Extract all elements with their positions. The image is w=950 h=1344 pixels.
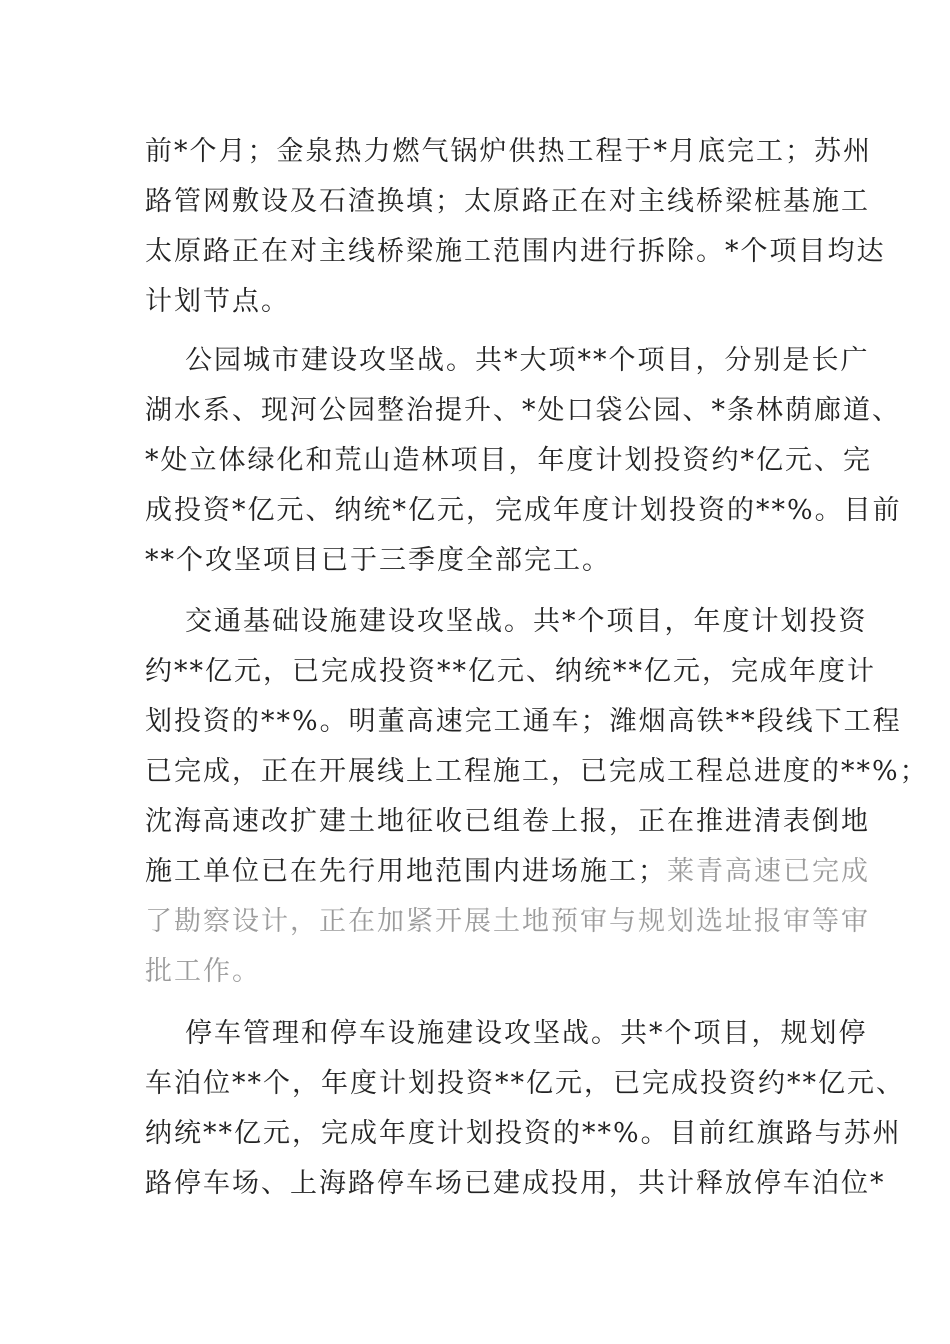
paragraph-4-line-1: 停车管理和停车设施建设攻坚战。共*个项目，规划停 <box>185 1018 868 1049</box>
paragraph-1-line-1: 前*个月；金泉热力燃气锅炉供热工程于*月底完工；苏州 <box>145 136 872 167</box>
paragraph-1-line-2: 路管网敷设及石渣换填；太原路正在对主线桥梁桩基施工 <box>145 186 870 217</box>
paragraph-3-line-7: 了勘察设计，正在加紧开展土地预审与规划选址报审等审 <box>145 906 870 937</box>
paragraph-1-line-3: 太原路正在对主线桥梁施工范围内进行拆除。*个项目均达 <box>145 236 886 267</box>
paragraph-3-line-3: 划投资的**%。明董高速完工通车；潍烟高铁**段线下工程 <box>145 706 902 737</box>
paragraph-4-line-3: 纳统**亿元，完成年度计划投资的**%。目前红旗路与苏州 <box>145 1118 902 1149</box>
paragraph-2-line-1: 公园城市建设攻坚战。共*大项**个项目，分别是长广 <box>185 345 870 376</box>
paragraph-3-line-4: 已完成，正在开展线上工程施工，已完成工程总进度的**%； <box>145 756 929 787</box>
paragraph-3-line-6-dark: 施工单位已在先行用地范围内进场施工； <box>145 856 667 887</box>
paragraph-2-line-5: **个攻坚项目已于三季度全部完工。 <box>145 545 611 576</box>
paragraph-3-line-6 <box>145 856 870 888</box>
paragraph-2-line-2: 湖水系、现河公园整治提升、*处口袋公园、*条林荫廊道、 <box>145 395 901 426</box>
paragraph-3-line-5: 沈海高速改扩建土地征收已组卷上报，正在推进清表倒地 <box>145 806 870 837</box>
paragraph-3-line-6-grey: 莱青高速已完成 <box>667 856 870 887</box>
paragraph-4-line-2: 车泊位**个，年度计划投资**亿元，已完成投资约**亿元、 <box>145 1068 905 1099</box>
paragraph-4-line-4: 路停车场、上海路停车场已建成投用，共计释放停车泊位* <box>145 1168 886 1199</box>
paragraph-3-line-2: 约**亿元，已完成投资**亿元、纳统**亿元，完成年度计 <box>145 656 876 687</box>
paragraph-2-line-4: 成投资*亿元、纳统*亿元，完成年度计划投资的**%。目前 <box>145 495 902 526</box>
paragraph-3-line-1: 交通基础设施建设攻坚战。共*个项目，年度计划投资 <box>185 606 868 637</box>
paragraph-1-line-4: 计划节点。 <box>145 286 290 317</box>
paragraph-2-line-3: *处立体绿化和荒山造林项目，年度计划投资约*亿元、完 <box>145 445 872 476</box>
paragraph-3-line-8: 批工作。 <box>145 956 261 987</box>
